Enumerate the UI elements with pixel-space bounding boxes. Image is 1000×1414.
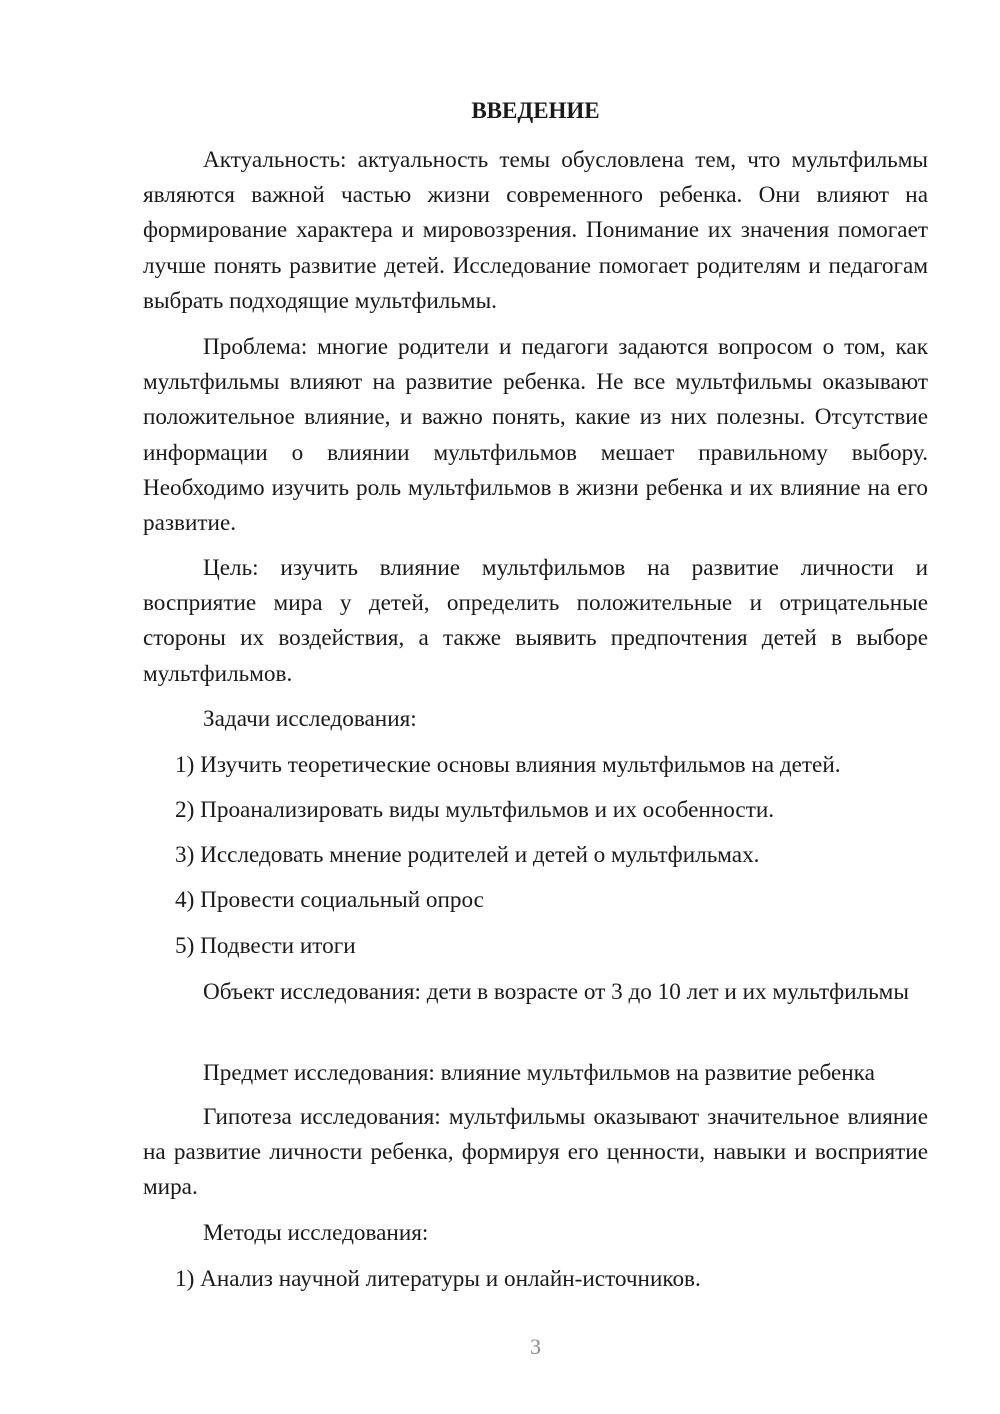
task-item-2: 2) Проанализировать виды мультфильмов и их особенности.	[175, 797, 775, 823]
paragraph-object: Объект исследования: дети в возрасте от 3 до 10 лет и их мультфильмы	[203, 979, 909, 1005]
methods-heading: Методы исследования:	[203, 1220, 429, 1246]
section-title: ВВЕДЕНИЕ	[471, 98, 600, 123]
document-page	[143, 0, 928, 1414]
paragraph-relevance: Актуальность: актуальность темы обусловлена тем, что мультфильмы являются важной частью жизни современного ребенка. Они влияют на формирование характера и мировоззрения. Понимание их значения помогает лучше понять развитие детей. Исследование помогает родителям и педагогам выбрать подходящие мультфильмы.	[143, 147, 928, 314]
paragraph-subject: Предмет исследования: влияние мультфильмов на развитие ребенка	[203, 1060, 875, 1086]
task-item-4: 4) Провести социальный опрос	[175, 887, 484, 913]
task-item-1: 1) Изучить теоретические основы влияния мультфильмов на детей.	[175, 752, 841, 778]
paragraph-hypothesis: Гипотеза исследования: мультфильмы оказывают значительное влияние на развитие личности ребенка, формируя его ценности, навыки и восприятие мира.	[143, 1104, 928, 1201]
tasks-heading: Задачи исследования:	[203, 706, 417, 732]
paragraph-goal: Цель: изучить влияние мультфильмов на развитие личности и восприятие мира у детей, определить положительные и отрицательные стороны их воздействия, а также выявить предпочтения детей в выборе мультфильмов.	[143, 555, 928, 687]
page-number: 3	[530, 1334, 541, 1359]
task-item-5: 5) Подвести итоги	[175, 933, 356, 959]
task-item-3: 3) Исследовать мнение родителей и детей о мультфильмах.	[175, 842, 760, 868]
method-item-1: 1) Анализ научной литературы и онлайн-источников.	[175, 1266, 701, 1292]
paragraph-problem: Проблема: многие родители и педагоги задаются вопросом о том, как мультфильмы влияют на развитие ребенка. Не все мультфильмы оказывают положительное влияние, и важно понять, какие из них полезны. Отсутствие информации о влиянии мультфильмов мешает правильному выбору. Необходимо изучить роль мультфильмов в жизни ребенка и их влияние на его развитие.	[143, 334, 928, 537]
